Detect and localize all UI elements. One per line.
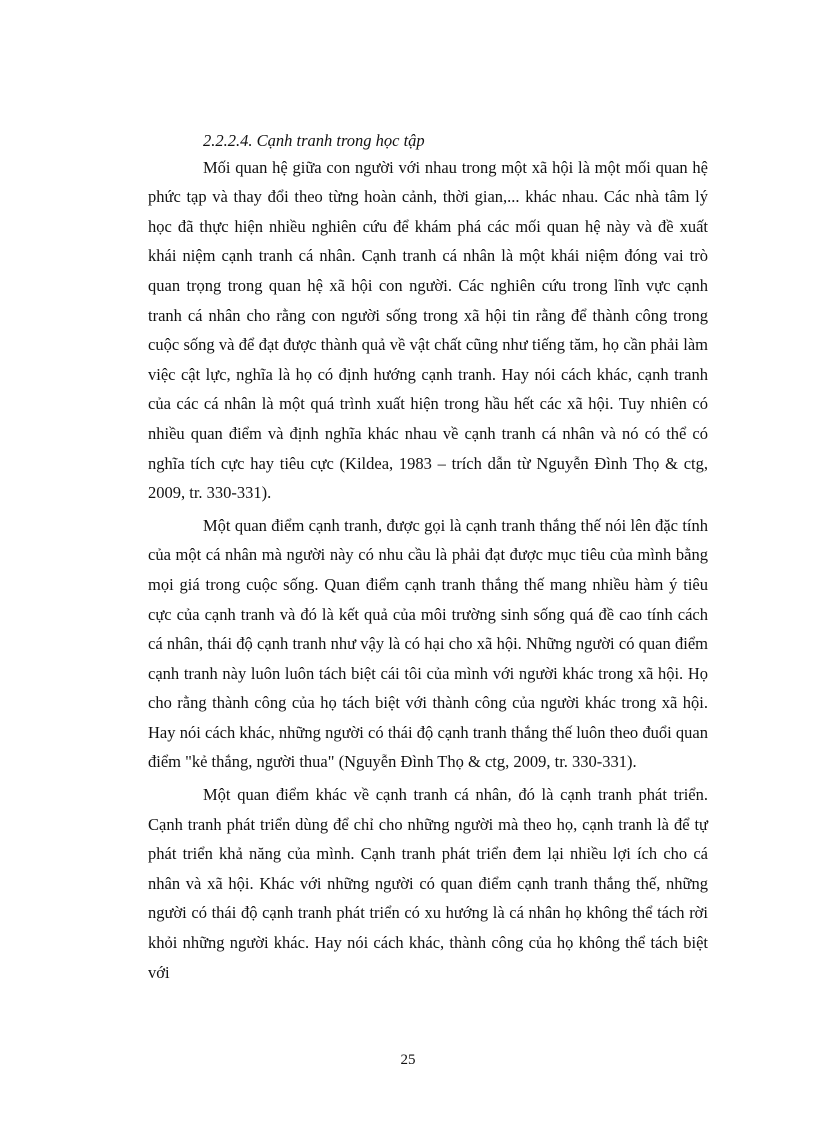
section-heading: 2.2.2.4. Cạnh tranh trong học tập [203,131,425,150]
page-number: 25 [400,1052,416,1068]
paragraph-personal-development-competition: Một quan điểm khác về cạnh tranh cá nhân, đó là cạnh tranh phát triển. Cạnh tranh phát triển dùng để chỉ cho những người mà theo họ, cạnh tranh là để tự phát triển khả năng của mình. Cạnh tranh phát triển đem lại nhiều lợi ích cho cá nhân và xã hội. Khác với những người có quan điểm cạnh tranh thắng thế, những người có thái độ cạnh tranh phát triển có xu hướng là cá nhân họ không thể tách rời khỏi những người khác. Hay nói cách khác, thành công của họ không thể tách biệt với [148,785,708,982]
paragraph-hypercompetition: Một quan điểm cạnh tranh, được gọi là cạnh tranh thắng thế nói lên đặc tính của một cá nhân mà người này có nhu cầu là phải đạt được mục tiêu của mình bằng mọi giá trong cuộc sống. Quan điểm cạnh tranh thắng thế mang nhiều hàm ý tiêu cực của cạnh tranh và đó là kết quả của môi trường sinh sống quá đề cao tính cách cá nhân, thái độ cạnh tranh như vậy là có hại cho xã hội. Những người có quan điểm cạnh tranh này luôn luôn tách biệt cái tôi của mình với người khác trong xã hội. Họ cho rằng thành công của họ tách biệt với thành công của người khác trong xã hội. Hay nói cách khác, những người có thái độ cạnh tranh thắng thế luôn theo đuổi quan điểm "kẻ thắng, người thua" (Nguyễn Đình Thọ & ctg, 2009, tr. 330-331). [148,515,708,772]
page-body [148,126,708,990]
paragraph-personal-competition: Mối quan hệ giữa con người với nhau trong một xã hội là một mối quan hệ phức tạp và thay đổi theo từng hoàn cảnh, thời gian,... khác nhau. Các nhà tâm lý học đã thực hiện nhiều nghiên cứu để khám phá các mối quan hệ này và đề xuất khái niệm cạnh tranh cá nhân. Cạnh tranh cá nhân là một khái niệm đóng vai trò quan trọng trong quan hệ xã hội con người. Các nghiên cứu trong lĩnh vực cạnh tranh cá nhân cho rằng con người sống trong xã hội tin rằng để thành công trong cuộc sống và để đạt được thành quả về vật chất cũng như tiếng tăm, họ cần phải làm việc cật lực, nghĩa là họ có định hướng cạnh tranh. Hay nói cách khác, cạnh tranh của các cá nhân là một quá trình xuất hiện trong hầu hết các xã hội. Tuy nhiên có nhiều quan điểm và định nghĩa khác nhau về cạnh tranh cá nhân và nó có thể có nghĩa tích cực hay tiêu cực (Kildea, 1983 – trích dẫn từ Nguyễn Đình Thọ & ctg, 2009, tr. 330-331). [148,157,708,503]
